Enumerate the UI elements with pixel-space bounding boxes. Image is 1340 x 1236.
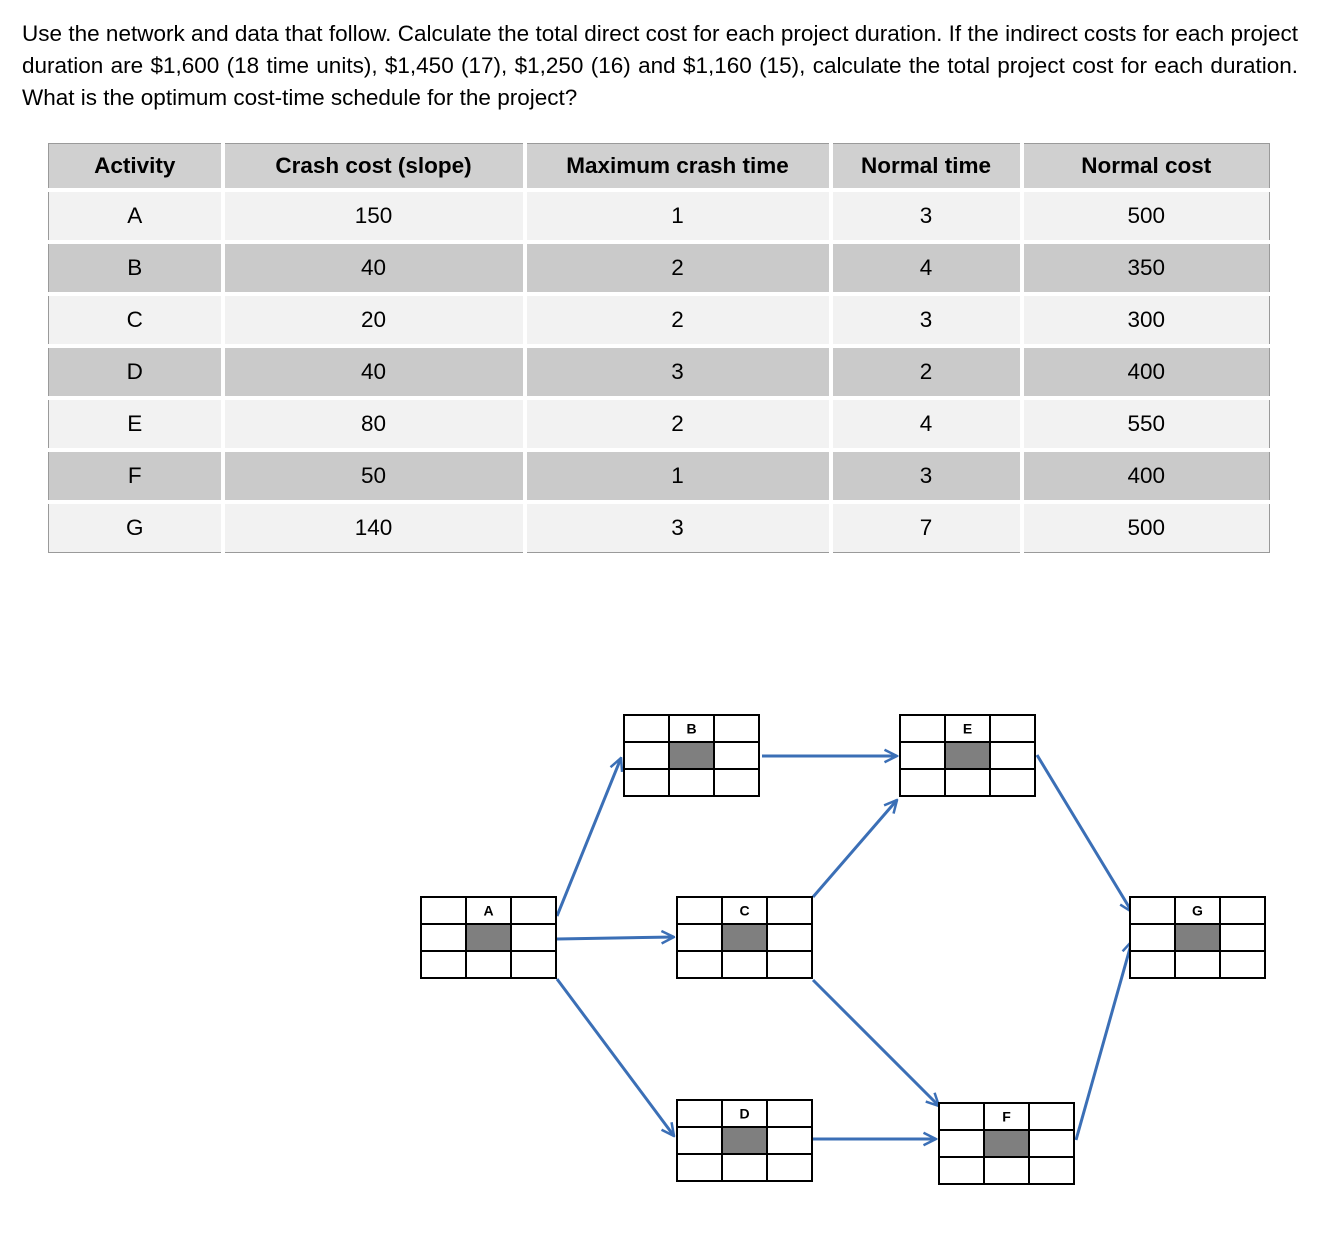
cell-normal-time: 4 [831,398,1022,450]
arrow-a-to-d [557,979,674,1136]
cell-activity: E [49,398,223,450]
cell-crash-cost: 20 [223,294,525,346]
node-cell [984,1130,1029,1157]
node-cell [466,924,511,951]
cell-max-crash-time: 1 [525,190,831,242]
node-label: D [739,1105,750,1122]
node-cell [722,951,767,978]
node-cell [939,1130,984,1157]
node-cell [1220,951,1265,978]
cell-normal-time: 4 [831,242,1022,294]
cell-max-crash-time: 2 [525,242,831,294]
node-cell [767,924,812,951]
cell-max-crash-time: 3 [525,502,831,553]
node-cell [714,742,759,769]
node-label: A [483,902,494,919]
node-label: G [1192,902,1203,919]
node-cell [677,1127,722,1154]
cell-normal-cost: 350 [1022,242,1270,294]
node-cell [900,715,945,742]
edges-layer [557,755,1132,1140]
node-cell [1220,897,1265,924]
node-cell [767,1127,812,1154]
cell-normal-cost: 400 [1022,346,1270,398]
activity-node-f [939,1103,1074,1184]
cell-normal-cost: 400 [1022,450,1270,502]
activity-node-c [677,897,812,978]
cell-crash-cost: 150 [223,190,525,242]
cell-normal-cost: 500 [1022,502,1270,553]
cell-crash-cost: 40 [223,242,525,294]
cell-crash-cost: 80 [223,398,525,450]
header-normal-cost: Normal cost [1022,144,1270,191]
arrow-e-to-g [1037,755,1132,912]
header-normal-time: Normal time [831,144,1022,191]
node-cell [900,769,945,796]
node-label: B [686,720,697,737]
cell-normal-time: 3 [831,190,1022,242]
node-cell [767,1154,812,1181]
activity-node-a [421,897,556,978]
cell-activity: A [49,190,223,242]
node-cell [677,897,722,924]
node-cell [1029,1103,1074,1130]
cell-normal-cost: 300 [1022,294,1270,346]
node-cell [669,769,714,796]
node-cell [767,951,812,978]
arrow-a-to-c [557,937,674,939]
cell-activity: D [49,346,223,398]
node-cell [722,924,767,951]
node-label: E [962,720,973,737]
problem-statement: Use the network and data that follow. Calculate the total direct cost for each project duration. If the indirect costs for each project duration are $1,600 (18 time units), $1,450 (17), $1,250 (16) and $1,160 (15), calculate the total project cost for each duration. What is the optimum cost-time schedule for the project? [22,21,1298,110]
node-cell [714,769,759,796]
node-cell [677,924,722,951]
cell-activity: F [49,450,223,502]
node-cell [1029,1157,1074,1184]
arrow-a-to-b [557,758,621,916]
arrow-c-to-f [813,980,939,1106]
node-cell [939,1103,984,1130]
node-cell [669,742,714,769]
header-crash-cost: Crash cost (slope) [223,144,525,191]
cell-activity: C [49,294,223,346]
activity-node-b [624,715,759,796]
node-cell [421,951,466,978]
node-cell [1175,924,1220,951]
arrow-f-to-g [1076,941,1132,1140]
cell-normal-time: 7 [831,502,1022,553]
node-cell [511,951,556,978]
node-cell [945,742,990,769]
cell-max-crash-time: 3 [525,346,831,398]
node-cell [714,715,759,742]
cell-normal-cost: 550 [1022,398,1270,450]
activity-node-g [1130,897,1265,978]
node-cell [677,1100,722,1127]
node-cell [939,1157,984,1184]
cell-max-crash-time: 1 [525,450,831,502]
cell-normal-cost: 500 [1022,190,1270,242]
node-cell [767,897,812,924]
node-cell [722,1127,767,1154]
header-max-crash-time: Maximum crash time [525,144,831,191]
activity-node-d [677,1100,812,1181]
node-cell [466,951,511,978]
node-cell [677,1154,722,1181]
node-cell [722,1154,767,1181]
arrow-c-to-e [813,800,897,897]
node-cell [767,1100,812,1127]
node-cell [990,742,1035,769]
node-cell [1029,1130,1074,1157]
header-activity: Activity [49,144,223,191]
cell-normal-time: 3 [831,450,1022,502]
cell-crash-cost: 40 [223,346,525,398]
cell-max-crash-time: 2 [525,294,831,346]
node-cell [511,897,556,924]
cell-activity: G [49,502,223,553]
node-cell [1130,897,1175,924]
node-cell [1130,924,1175,951]
node-cell [1130,951,1175,978]
node-cell [945,769,990,796]
activity-node-e [900,715,1035,796]
node-cell [1175,951,1220,978]
node-cell [984,1157,1029,1184]
node-cell [421,924,466,951]
node-cell [990,769,1035,796]
node-cell [624,742,669,769]
node-cell [677,951,722,978]
node-cell [900,742,945,769]
cell-normal-time: 2 [831,346,1022,398]
nodes-layer [421,715,1265,1184]
node-cell [421,897,466,924]
cell-activity: B [49,242,223,294]
cell-normal-time: 3 [831,294,1022,346]
cell-max-crash-time: 2 [525,398,831,450]
node-cell [1220,924,1265,951]
node-label: C [739,902,750,919]
node-label: F [1002,1108,1011,1125]
node-cell [624,715,669,742]
node-cell [990,715,1035,742]
node-cell [624,769,669,796]
cell-crash-cost: 140 [223,502,525,553]
cell-crash-cost: 50 [223,450,525,502]
node-cell [511,924,556,951]
